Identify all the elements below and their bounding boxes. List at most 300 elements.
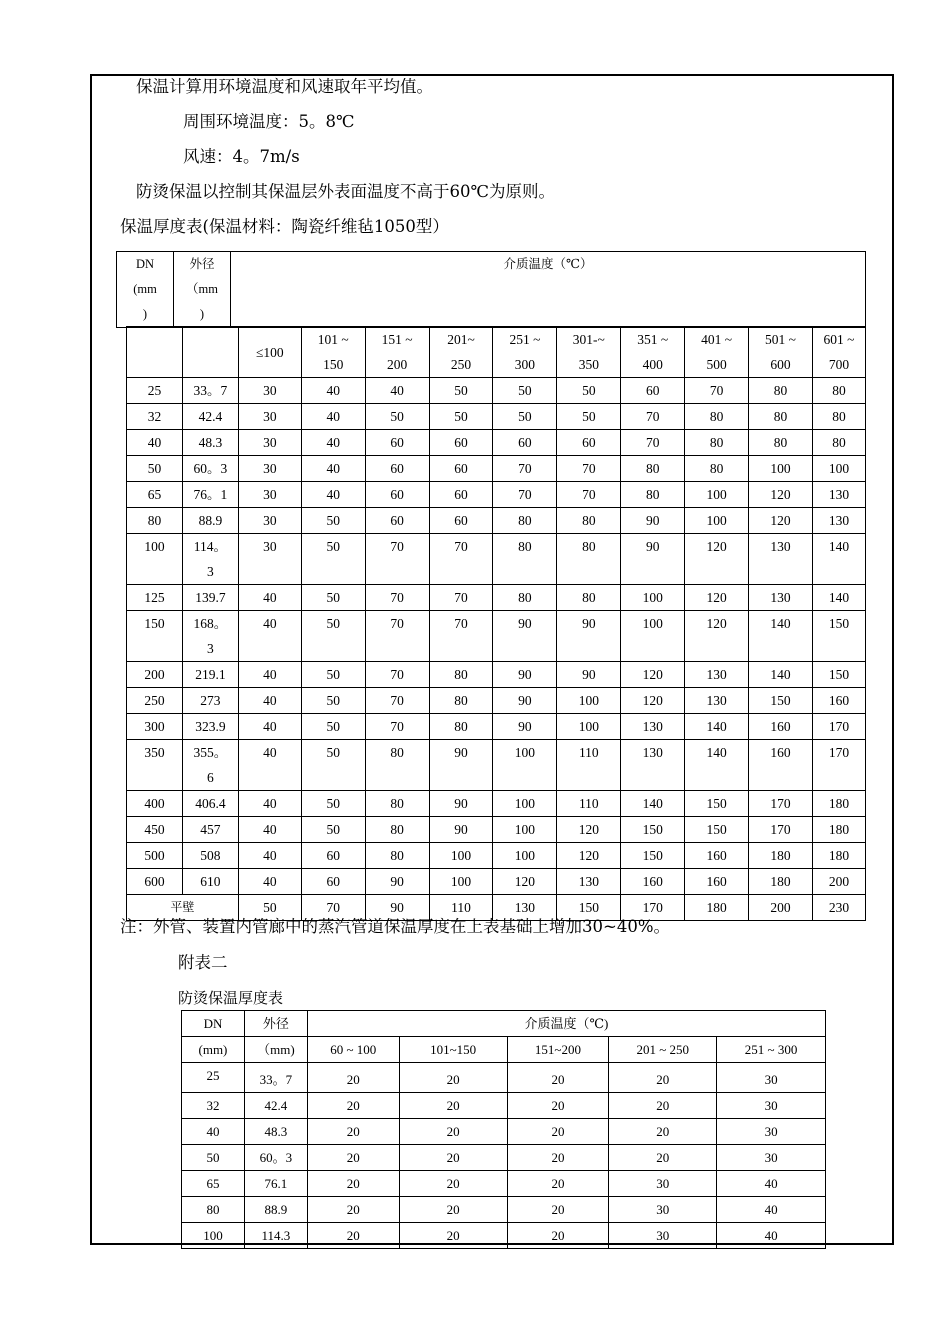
thickness-cell: 70 xyxy=(621,404,685,430)
thickness-cell: 80 xyxy=(812,404,865,430)
thickness-cell: 80 xyxy=(557,585,621,611)
thickness-cell: 110 xyxy=(557,740,621,791)
thickness-cell: 40 xyxy=(365,378,429,404)
thickness-cell: 40 xyxy=(238,662,301,688)
table-row xyxy=(127,404,866,430)
thickness-cell: 150 xyxy=(812,611,865,662)
outer-diameter-cell: 273 xyxy=(182,688,238,714)
range-header-3: 201~ 250 xyxy=(429,327,493,378)
thickness-cell: 140 xyxy=(685,714,749,740)
header-outer-diameter: 外径 xyxy=(244,1011,307,1037)
dn-cell: 600 xyxy=(127,869,183,895)
thickness-cell: 140 xyxy=(621,791,685,817)
dn-cell: 25 xyxy=(182,1063,245,1093)
thickness-cell: 150 xyxy=(685,791,749,817)
thickness-cell: 90 xyxy=(493,688,557,714)
thickness-cell: 40 xyxy=(238,714,301,740)
table-row xyxy=(127,869,866,895)
thickness-cell: 20 xyxy=(399,1171,507,1197)
thickness-cell: 30 xyxy=(238,404,301,430)
table-row xyxy=(127,534,866,585)
thickness-cell: 60 xyxy=(429,482,493,508)
thickness-cell: 150 xyxy=(621,843,685,869)
thickness-cell: 180 xyxy=(685,895,749,921)
thickness-cell: 90 xyxy=(365,869,429,895)
thickness-cell: 50 xyxy=(493,378,557,404)
thickness-cell: 60 xyxy=(557,430,621,456)
thickness-cell: 170 xyxy=(749,791,813,817)
thickness-cell: 80 xyxy=(493,585,557,611)
dn-cell: 40 xyxy=(127,430,183,456)
thickness-cell: 100 xyxy=(812,456,865,482)
header-dn-unit: (mm) xyxy=(182,1037,245,1063)
thickness-cell: 120 xyxy=(621,688,685,714)
thickness-cell: 130 xyxy=(812,482,865,508)
range-header-row xyxy=(127,327,866,378)
header-outer-diameter: 外径 （mm ) xyxy=(174,252,231,328)
range-header-3: 201 ~ 250 xyxy=(609,1037,717,1063)
table-row xyxy=(182,1063,826,1093)
thickness-cell: 60 xyxy=(493,430,557,456)
thickness-cell: 20 xyxy=(399,1063,507,1093)
thickness-cell: 20 xyxy=(507,1145,609,1171)
thickness-cell: 50 xyxy=(301,508,365,534)
outer-diameter-cell: 33。7 xyxy=(244,1063,307,1093)
dn-cell: 500 xyxy=(127,843,183,869)
thickness-cell: 30 xyxy=(238,508,301,534)
thickness-cell: 80 xyxy=(749,378,813,404)
thickness-cell: 90 xyxy=(621,508,685,534)
table2-header-row xyxy=(182,1011,826,1037)
dn-cell: 80 xyxy=(127,508,183,534)
thickness-cell: 50 xyxy=(301,791,365,817)
thickness-cell: 80 xyxy=(685,430,749,456)
thickness-cell: 70 xyxy=(429,534,493,585)
thickness-cell: 100 xyxy=(493,740,557,791)
dn-cell: 450 xyxy=(127,817,183,843)
range-header-1: 101 ~ 150 xyxy=(301,327,365,378)
thickness-cell: 40 xyxy=(301,430,365,456)
thickness-cell: 100 xyxy=(621,585,685,611)
outer-diameter-cell: 88.9 xyxy=(244,1197,307,1223)
table-row xyxy=(182,1171,826,1197)
thickness-cell: 130 xyxy=(685,662,749,688)
outer-diameter-cell: 168。 3 xyxy=(182,611,238,662)
table-row xyxy=(182,1197,826,1223)
thickness-cell: 50 xyxy=(429,378,493,404)
thickness-cell: 90 xyxy=(493,662,557,688)
outer-diameter-cell: 610 xyxy=(182,869,238,895)
thickness-cell: 130 xyxy=(621,740,685,791)
thickness-cell: 80 xyxy=(365,843,429,869)
thickness-cell: 70 xyxy=(365,611,429,662)
thickness-cell: 20 xyxy=(399,1197,507,1223)
table-row xyxy=(127,482,866,508)
table-row xyxy=(127,714,866,740)
thickness-cell: 30 xyxy=(238,534,301,585)
thickness-cell: 50 xyxy=(301,662,365,688)
dn-cell: 50 xyxy=(182,1145,245,1171)
thickness-cell: 130 xyxy=(493,895,557,921)
thickness-cell: 150 xyxy=(621,817,685,843)
thickness-cell: 180 xyxy=(812,791,865,817)
thickness-cell: 130 xyxy=(621,714,685,740)
thickness-cell: 60 xyxy=(301,869,365,895)
thickness-cell: 150 xyxy=(557,895,621,921)
table-row xyxy=(127,843,866,869)
dn-cell: 65 xyxy=(182,1171,245,1197)
thickness-cell: 40 xyxy=(301,378,365,404)
thickness-cell: 60 xyxy=(365,456,429,482)
table-row xyxy=(127,585,866,611)
thickness-cell: 70 xyxy=(365,662,429,688)
dn-cell: 400 xyxy=(127,791,183,817)
thickness-cell: 50 xyxy=(301,688,365,714)
thickness-cell: 40 xyxy=(717,1223,826,1249)
thickness-cell: 90 xyxy=(365,895,429,921)
table2-caption: 防烫保温厚度表 xyxy=(178,989,284,1007)
thickness-cell: 40 xyxy=(238,791,301,817)
thickness-cell: 40 xyxy=(238,611,301,662)
thickness-cell: 50 xyxy=(557,404,621,430)
thickness-cell: 130 xyxy=(749,585,813,611)
header-dn: DN xyxy=(182,1011,245,1037)
thickness-cell: 170 xyxy=(749,817,813,843)
thickness-cell: 20 xyxy=(307,1171,399,1197)
thickness-cell: 140 xyxy=(812,585,865,611)
range-header-6: 351 ~ 400 xyxy=(621,327,685,378)
flat-wall-label: 平壁 xyxy=(127,895,239,921)
thickness-cell: 70 xyxy=(685,378,749,404)
thickness-cell: 120 xyxy=(557,817,621,843)
thickness-cell: 60 xyxy=(301,843,365,869)
table2-range-row xyxy=(182,1037,826,1063)
thickness-cell: 20 xyxy=(507,1093,609,1119)
thickness-cell: 90 xyxy=(557,611,621,662)
thickness-cell: 80 xyxy=(621,456,685,482)
thickness-cell: 20 xyxy=(507,1197,609,1223)
thickness-cell: 20 xyxy=(507,1171,609,1197)
range-header-8: 501 ~ 600 xyxy=(749,327,813,378)
dn-cell: 150 xyxy=(127,611,183,662)
dn-cell: 80 xyxy=(182,1197,245,1223)
table1-header xyxy=(116,251,866,328)
range-header-4: 251 ~ 300 xyxy=(717,1037,826,1063)
thickness-cell: 20 xyxy=(307,1197,399,1223)
table-row xyxy=(127,662,866,688)
thickness-cell: 200 xyxy=(812,869,865,895)
thickness-cell: 100 xyxy=(749,456,813,482)
thickness-cell: 30 xyxy=(717,1145,826,1171)
thickness-cell: 130 xyxy=(557,869,621,895)
dn-cell: 40 xyxy=(182,1119,245,1145)
thickness-cell: 20 xyxy=(609,1145,717,1171)
thickness-cell: 40 xyxy=(238,869,301,895)
outer-diameter-cell: 60。3 xyxy=(244,1145,307,1171)
intro-line-4: 防烫保温以控制其保温层外表面温度不高于60℃为原则。 xyxy=(136,182,555,201)
dn-cell: 250 xyxy=(127,688,183,714)
range-header-2: 151 ~ 200 xyxy=(365,327,429,378)
thickness-cell: 80 xyxy=(749,404,813,430)
thickness-cell: 140 xyxy=(749,611,813,662)
thickness-cell: 60 xyxy=(365,508,429,534)
thickness-cell: 100 xyxy=(557,688,621,714)
empty-header-cell xyxy=(182,327,238,378)
thickness-cell: 40 xyxy=(238,740,301,791)
thickness-cell: 80 xyxy=(557,508,621,534)
dn-cell: 32 xyxy=(127,404,183,430)
thickness-cell: 80 xyxy=(685,456,749,482)
outer-diameter-cell: 76。1 xyxy=(182,482,238,508)
thickness-cell: 20 xyxy=(307,1063,399,1093)
dn-cell: 50 xyxy=(127,456,183,482)
thickness-cell: 20 xyxy=(307,1119,399,1145)
thickness-cell: 30 xyxy=(717,1119,826,1145)
thickness-cell: 60 xyxy=(365,430,429,456)
range-header-7: 401 ~ 500 xyxy=(685,327,749,378)
thickness-cell: 100 xyxy=(557,714,621,740)
thickness-cell: 150 xyxy=(685,817,749,843)
thickness-cell: 20 xyxy=(609,1119,717,1145)
header-outer-diameter-unit: （mm) xyxy=(244,1037,307,1063)
dn-cell: 25 xyxy=(127,378,183,404)
appendix-title: 附表二 xyxy=(178,953,228,972)
table-row xyxy=(127,791,866,817)
thickness-cell: 40 xyxy=(301,456,365,482)
thickness-cell: 70 xyxy=(301,895,365,921)
outer-diameter-cell: 406.4 xyxy=(182,791,238,817)
thickness-cell: 60 xyxy=(365,482,429,508)
outer-diameter-cell: 114。 3 xyxy=(182,534,238,585)
range-header-4: 251 ~ 300 xyxy=(493,327,557,378)
thickness-cell: 90 xyxy=(429,740,493,791)
thickness-cell: 90 xyxy=(621,534,685,585)
thickness-cell: 30 xyxy=(609,1197,717,1223)
dn-cell: 300 xyxy=(127,714,183,740)
thickness-cell: 170 xyxy=(621,895,685,921)
thickness-cell: 50 xyxy=(238,895,301,921)
thickness-cell: 90 xyxy=(429,791,493,817)
table-row xyxy=(127,430,866,456)
thickness-cell: 20 xyxy=(399,1119,507,1145)
thickness-cell: 40 xyxy=(717,1171,826,1197)
thickness-cell: 50 xyxy=(301,817,365,843)
intro-line-1: 保温计算用环境温度和风速取年平均值。 xyxy=(136,77,433,96)
thickness-cell: 50 xyxy=(493,404,557,430)
table-row xyxy=(127,817,866,843)
thickness-cell: 100 xyxy=(429,843,493,869)
outer-diameter-cell: 76.1 xyxy=(244,1171,307,1197)
thickness-cell: 100 xyxy=(429,869,493,895)
outer-diameter-cell: 33。7 xyxy=(182,378,238,404)
thickness-cell: 130 xyxy=(812,508,865,534)
thickness-cell: 100 xyxy=(685,508,749,534)
thickness-cell: 180 xyxy=(749,869,813,895)
thickness-cell: 50 xyxy=(301,740,365,791)
thickness-cell: 180 xyxy=(812,843,865,869)
thickness-cell: 30 xyxy=(238,482,301,508)
thickness-cell: 150 xyxy=(749,688,813,714)
thickness-cell: 40 xyxy=(238,585,301,611)
thickness-cell: 20 xyxy=(307,1093,399,1119)
thickness-cell: 90 xyxy=(493,611,557,662)
thickness-cell: 30 xyxy=(609,1171,717,1197)
thickness-cell: 20 xyxy=(507,1063,609,1093)
thickness-cell: 80 xyxy=(365,791,429,817)
table-row xyxy=(182,1145,826,1171)
thickness-cell: 40 xyxy=(238,843,301,869)
thickness-cell: 120 xyxy=(749,482,813,508)
thickness-cell: 120 xyxy=(749,508,813,534)
insulation-thickness-table xyxy=(126,326,866,921)
thickness-cell: 30 xyxy=(717,1093,826,1119)
table-row xyxy=(182,1093,826,1119)
empty-header-cell xyxy=(127,327,183,378)
thickness-cell: 130 xyxy=(749,534,813,585)
outer-diameter-cell: 48.3 xyxy=(182,430,238,456)
thickness-cell: 80 xyxy=(365,740,429,791)
thickness-cell: 140 xyxy=(812,534,865,585)
thickness-cell: 80 xyxy=(812,430,865,456)
table-row xyxy=(127,508,866,534)
note: 注：外管、装置内管廊中的蒸汽管道保温厚度在上表基础上增加30~40%。 xyxy=(120,917,670,936)
dn-cell: 350 xyxy=(127,740,183,791)
thickness-cell: 160 xyxy=(749,714,813,740)
thickness-cell: 160 xyxy=(685,869,749,895)
dn-cell: 65 xyxy=(127,482,183,508)
outer-diameter-cell: 60。3 xyxy=(182,456,238,482)
thickness-cell: 30 xyxy=(609,1223,717,1249)
range-header-9: 601 ~ 700 xyxy=(812,327,865,378)
table-row xyxy=(182,1223,826,1249)
range-header-1: 101~150 xyxy=(399,1037,507,1063)
thickness-cell: 80 xyxy=(493,508,557,534)
thickness-cell: 20 xyxy=(609,1093,717,1119)
table-row xyxy=(127,688,866,714)
dn-cell: 125 xyxy=(127,585,183,611)
thickness-cell: 140 xyxy=(685,740,749,791)
thickness-cell: 120 xyxy=(685,611,749,662)
thickness-cell: 20 xyxy=(307,1145,399,1171)
thickness-cell: 90 xyxy=(557,662,621,688)
thickness-cell: 30 xyxy=(238,430,301,456)
scald-protection-table xyxy=(181,1010,826,1249)
thickness-cell: 50 xyxy=(301,534,365,585)
thickness-cell: 80 xyxy=(749,430,813,456)
thickness-cell: 180 xyxy=(812,817,865,843)
thickness-cell: 100 xyxy=(621,611,685,662)
outer-diameter-cell: 457 xyxy=(182,817,238,843)
thickness-cell: 80 xyxy=(365,817,429,843)
thickness-cell: 200 xyxy=(749,895,813,921)
table-row xyxy=(127,456,866,482)
thickness-cell: 70 xyxy=(621,430,685,456)
thickness-cell: 160 xyxy=(749,740,813,791)
thickness-cell: 120 xyxy=(557,843,621,869)
thickness-cell: 130 xyxy=(685,688,749,714)
thickness-cell: 70 xyxy=(429,611,493,662)
thickness-cell: 60 xyxy=(429,456,493,482)
thickness-cell: 70 xyxy=(365,688,429,714)
thickness-cell: 70 xyxy=(557,456,621,482)
outer-diameter-cell: 42.4 xyxy=(244,1093,307,1119)
thickness-cell: 80 xyxy=(557,534,621,585)
thickness-cell: 80 xyxy=(429,688,493,714)
thickness-cell: 80 xyxy=(621,482,685,508)
thickness-cell: 170 xyxy=(812,740,865,791)
thickness-cell: 230 xyxy=(812,895,865,921)
thickness-cell: 80 xyxy=(812,378,865,404)
thickness-cell: 120 xyxy=(621,662,685,688)
outer-diameter-cell: 323.9 xyxy=(182,714,238,740)
range-header-5: 301-~ 350 xyxy=(557,327,621,378)
thickness-cell: 70 xyxy=(493,482,557,508)
thickness-cell: 20 xyxy=(399,1223,507,1249)
thickness-cell: 70 xyxy=(365,714,429,740)
thickness-cell: 110 xyxy=(557,791,621,817)
thickness-cell: 180 xyxy=(749,843,813,869)
thickness-cell: 60 xyxy=(429,430,493,456)
thickness-cell: 70 xyxy=(493,456,557,482)
thickness-cell: 120 xyxy=(685,534,749,585)
dn-cell: 100 xyxy=(182,1223,245,1249)
thickness-cell: 110 xyxy=(429,895,493,921)
thickness-cell: 100 xyxy=(493,817,557,843)
dn-cell: 100 xyxy=(127,534,183,585)
range-header-0: 60 ~ 100 xyxy=(307,1037,399,1063)
thickness-cell: 30 xyxy=(717,1063,826,1093)
thickness-cell: 20 xyxy=(507,1119,609,1145)
thickness-cell: 40 xyxy=(717,1197,826,1223)
thickness-cell: 30 xyxy=(238,456,301,482)
thickness-cell: 100 xyxy=(685,482,749,508)
intro-line-2: 周围环境温度：5。8℃ xyxy=(183,112,355,131)
thickness-cell: 70 xyxy=(365,585,429,611)
outer-diameter-cell: 139.7 xyxy=(182,585,238,611)
thickness-cell: 40 xyxy=(238,688,301,714)
thickness-cell: 160 xyxy=(685,843,749,869)
thickness-cell: 170 xyxy=(812,714,865,740)
outer-diameter-cell: 355。 6 xyxy=(182,740,238,791)
thickness-cell: 40 xyxy=(238,817,301,843)
outer-diameter-cell: 219.1 xyxy=(182,662,238,688)
outer-diameter-cell: 508 xyxy=(182,843,238,869)
header-medium-temperature: 介质温度（℃） xyxy=(231,252,866,328)
thickness-cell: 50 xyxy=(301,714,365,740)
thickness-cell: 80 xyxy=(493,534,557,585)
outer-diameter-cell: 88.9 xyxy=(182,508,238,534)
thickness-cell: 60 xyxy=(621,378,685,404)
thickness-cell: 70 xyxy=(429,585,493,611)
outer-diameter-cell: 114.3 xyxy=(244,1223,307,1249)
table-row xyxy=(127,611,866,662)
dn-cell: 200 xyxy=(127,662,183,688)
thickness-cell: 50 xyxy=(557,378,621,404)
thickness-cell: 120 xyxy=(493,869,557,895)
thickness-cell: 20 xyxy=(507,1223,609,1249)
intro-line-3: 风速：4。7m/s xyxy=(183,147,300,166)
table-row xyxy=(127,378,866,404)
thickness-cell: 50 xyxy=(429,404,493,430)
thickness-cell: 50 xyxy=(365,404,429,430)
outer-diameter-cell: 42.4 xyxy=(182,404,238,430)
range-header-2: 151~200 xyxy=(507,1037,609,1063)
thickness-cell: 80 xyxy=(429,662,493,688)
table-row xyxy=(182,1119,826,1145)
thickness-cell: 160 xyxy=(621,869,685,895)
thickness-cell: 20 xyxy=(307,1223,399,1249)
thickness-cell: 100 xyxy=(493,791,557,817)
